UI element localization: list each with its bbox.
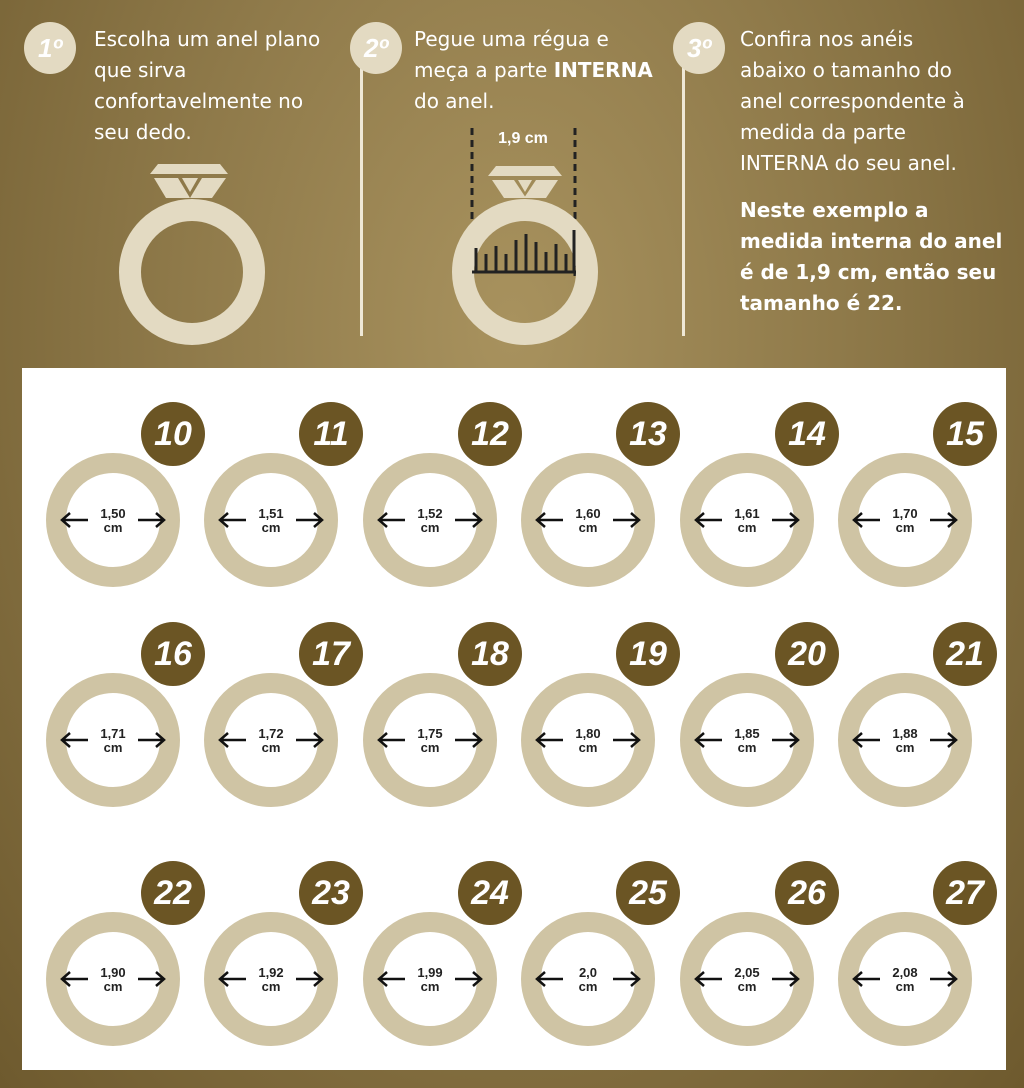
measure-value: 1,92 — [258, 965, 284, 980]
inner-measure-label — [400, 727, 460, 755]
measure-unit: cm — [737, 740, 757, 755]
measure-value: 2,08 — [892, 965, 918, 980]
measure-value: 1,90 — [100, 965, 126, 980]
measure-value: 2,0 — [578, 965, 598, 980]
measure-unit: cm — [103, 520, 123, 535]
size-number-badge: 11 — [299, 402, 363, 466]
size-number-badge: 27 — [933, 861, 997, 925]
inner-measure-label — [400, 966, 460, 994]
size-number-badge: 17 — [299, 622, 363, 686]
step-3-line: anel correspondente à — [740, 89, 965, 113]
inner-measure-label — [717, 507, 777, 535]
size-number-badge: 14 — [775, 402, 839, 466]
size-number-badge: 13 — [616, 402, 680, 466]
size-number-badge: 12 — [458, 402, 522, 466]
step-1-line: que sirva — [94, 58, 187, 82]
measure-unit: cm — [737, 979, 757, 994]
measure-value: 1,88 — [892, 726, 918, 741]
measure-value: 2,05 — [734, 965, 760, 980]
measure-value: 1,61 — [734, 506, 760, 521]
size-number-badge: 10 — [141, 402, 205, 466]
measure-unit: cm — [420, 520, 440, 535]
step-3-bold-line: medida interna do anel — [740, 229, 1003, 253]
measure-unit: cm — [261, 740, 281, 755]
measure-value: 1,85 — [734, 726, 760, 741]
size-number-badge: 18 — [458, 622, 522, 686]
measure-unit: cm — [895, 740, 915, 755]
step-3-bold-line: é de 1,9 cm, então seu — [740, 260, 997, 284]
step-1-line: seu dedo. — [94, 120, 192, 144]
step-2-line-text: meça a parte — [414, 58, 554, 82]
step-3-line: medida da parte — [740, 120, 906, 144]
measure-value: 1,60 — [575, 506, 601, 521]
measure-unit: cm — [737, 520, 757, 535]
size-number-badge: 19 — [616, 622, 680, 686]
inner-measure-label — [83, 507, 143, 535]
step-1-line: confortavelmente no — [94, 89, 304, 113]
step-3-text — [740, 24, 1002, 319]
measure-unit: cm — [103, 979, 123, 994]
divider — [682, 56, 685, 336]
size-table — [22, 368, 1006, 1070]
inner-measure-label — [558, 727, 618, 755]
step-2-line — [414, 55, 653, 86]
step-1-line: Escolha um anel plano — [94, 27, 321, 51]
ruler-ring-icon — [440, 126, 610, 346]
measure-value: 1,51 — [258, 506, 284, 521]
inner-measure-label — [400, 507, 460, 535]
measure-value: 1,72 — [258, 726, 284, 741]
step-1-badge: 1º — [24, 22, 76, 74]
step-3-line: abaixo o tamanho do — [740, 58, 952, 82]
inner-measure-label — [717, 966, 777, 994]
inner-measure-label — [558, 966, 618, 994]
measure-unit: cm — [261, 520, 281, 535]
step-2-line-bold: INTERNA — [553, 58, 653, 82]
inner-measure-label — [875, 727, 935, 755]
step-3-line: INTERNA do seu anel. — [740, 151, 957, 175]
size-number-badge: 26 — [775, 861, 839, 925]
step-2-badge: 2º — [350, 22, 402, 74]
inner-measure-label — [83, 966, 143, 994]
step-3-bold-line: tamanho é 22. — [740, 291, 903, 315]
measure-value: 1,75 — [417, 726, 443, 741]
step-3-badge: 3º — [673, 22, 725, 74]
measure-unit: cm — [578, 520, 598, 535]
step-1-text — [94, 24, 320, 148]
measure-unit: cm — [895, 520, 915, 535]
measure-unit: cm — [578, 740, 598, 755]
inner-measure-label — [875, 507, 935, 535]
size-number-badge: 20 — [775, 622, 839, 686]
ring-example-icon — [110, 160, 280, 350]
size-number-badge: 15 — [933, 402, 997, 466]
inner-measure-label — [241, 727, 301, 755]
inner-measure-label — [717, 727, 777, 755]
inner-measure-label — [83, 727, 143, 755]
step-2-line: do anel. — [414, 89, 495, 113]
measure-unit: cm — [420, 740, 440, 755]
size-number-badge: 23 — [299, 861, 363, 925]
step-2-line: Pegue uma régua e — [414, 27, 609, 51]
divider — [360, 56, 363, 336]
measure-value: 1,99 — [417, 965, 443, 980]
size-number-badge: 22 — [141, 861, 205, 925]
measure-value: 1,52 — [417, 506, 443, 521]
step-3-line: Confira nos anéis — [740, 27, 914, 51]
ruler-label: 1,9 cm — [498, 130, 548, 147]
measure-value: 1,70 — [892, 506, 918, 521]
inner-measure-label — [558, 507, 618, 535]
inner-measure-label — [241, 507, 301, 535]
size-number-badge: 21 — [933, 622, 997, 686]
measure-value: 1,80 — [575, 726, 601, 741]
size-number-badge: 24 — [458, 861, 522, 925]
size-number-badge: 16 — [141, 622, 205, 686]
step-2-text — [414, 24, 653, 117]
inner-measure-label — [241, 966, 301, 994]
size-number-badge: 25 — [616, 861, 680, 925]
measure-unit: cm — [103, 740, 123, 755]
measure-unit: cm — [420, 979, 440, 994]
measure-unit: cm — [578, 979, 598, 994]
inner-measure-label — [875, 966, 935, 994]
measure-value: 1,71 — [100, 726, 126, 741]
measure-unit: cm — [895, 979, 915, 994]
measure-unit: cm — [261, 979, 281, 994]
measure-value: 1,50 — [100, 506, 126, 521]
step-3-bold-line: Neste exemplo a — [740, 198, 929, 222]
